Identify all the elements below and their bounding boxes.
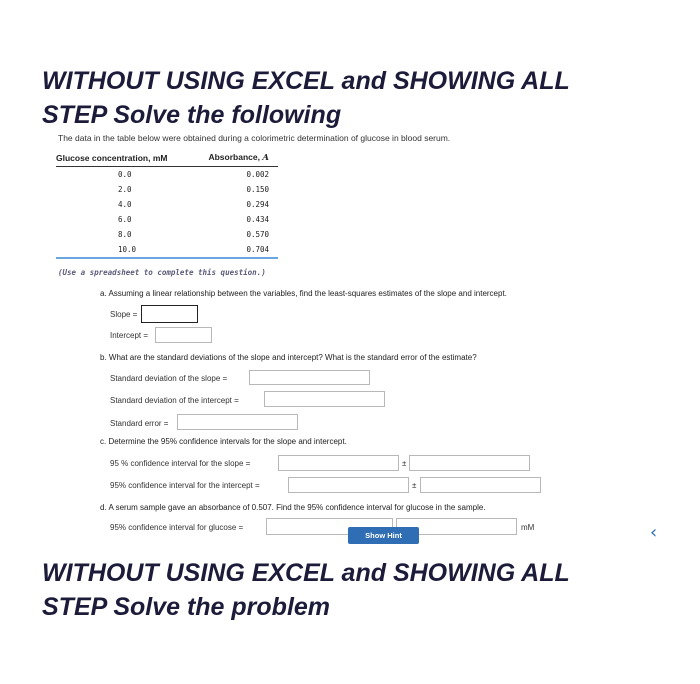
- plus-minus-intercept: ±: [412, 481, 417, 490]
- part-c-question: c. Determine the 95% confidence intervals for the slope and intercept.: [100, 437, 347, 446]
- ci-slope-halfwidth-input[interactable]: [409, 455, 530, 471]
- ci-intercept-center-input[interactable]: [288, 477, 409, 493]
- top-heading: [42, 64, 662, 132]
- sd-intercept-input[interactable]: [264, 391, 385, 407]
- ci-intercept-label: 95% confidence interval for the intercept =: [110, 481, 260, 490]
- table-row: [56, 197, 278, 212]
- top-heading-line1: WITHOUT USING EXCEL and SHOWING ALL: [42, 67, 570, 95]
- ci-intercept-halfwidth-input[interactable]: [420, 477, 541, 493]
- sd-slope-input[interactable]: [249, 370, 370, 385]
- header-absorbance: [178, 150, 278, 167]
- glucose-cell: 0.0: [118, 170, 132, 179]
- slope-input[interactable]: [141, 305, 198, 323]
- ci-slope-label: 95 % confidence interval for the slope =: [110, 459, 251, 468]
- intro-text: The data in the table below were obtained during a colorimetric determination of glucose in blood serum.: [58, 133, 451, 143]
- glucose-cell: 10.0: [56, 242, 178, 258]
- table-row: [56, 167, 278, 183]
- absorbance-cell: 0.570: [246, 230, 270, 239]
- bottom-heading-line1: WITHOUT USING EXCEL and SHOWING ALL: [42, 559, 570, 587]
- ci-glucose-label: 95% confidence interval for glucose =: [110, 523, 244, 532]
- part-d-question: d. A serum sample gave an absorbance of 0.507. Find the 95% confidence interval for glucose in the sample.: [100, 503, 486, 512]
- absorbance-cell: 0.294: [246, 200, 270, 209]
- sd-slope-label: Standard deviation of the slope =: [110, 374, 228, 383]
- ci-slope-center-input[interactable]: [278, 455, 399, 471]
- table-row: [56, 212, 278, 227]
- absorbance-cell: 0.150: [246, 185, 270, 194]
- header-absorbance-symbol: A: [262, 153, 269, 163]
- table-row: [56, 242, 278, 258]
- sd-intercept-label: Standard deviation of the intercept =: [110, 396, 239, 405]
- std-error-label: Standard error =: [110, 419, 169, 428]
- absorbance-cell: 0.704: [178, 242, 278, 258]
- std-error-input[interactable]: [177, 414, 298, 430]
- glucose-cell: 2.0: [118, 185, 132, 194]
- plus-minus-slope: ±: [402, 459, 407, 468]
- table-row: [56, 227, 278, 242]
- header-absorbance-text: Absorbance,: [208, 152, 263, 162]
- top-heading-line2: STEP Solve the following: [42, 101, 342, 129]
- glucose-cell: 6.0: [118, 215, 132, 224]
- intercept-input[interactable]: [155, 327, 212, 343]
- bottom-heading: [42, 556, 662, 624]
- glucose-cell: 8.0: [118, 230, 132, 239]
- unit-mm: mM: [521, 523, 535, 532]
- table-row: [56, 182, 278, 197]
- data-table: [56, 150, 278, 259]
- chevron-left-icon[interactable]: ‹: [650, 522, 658, 543]
- part-a-question: a. Assuming a linear relationship between the variables, find the least-squares estimates of the slope and intercept.: [100, 289, 507, 298]
- show-hint-button[interactable]: Show Hint: [348, 527, 419, 544]
- glucose-cell: 4.0: [118, 200, 132, 209]
- part-b-question: b. What are the standard deviations of the slope and intercept? What is the standard error of the estimate?: [100, 353, 477, 362]
- slope-label: Slope =: [110, 310, 138, 319]
- intercept-label: Intercept =: [110, 331, 149, 340]
- spreadsheet-note: (Use a spreadsheet to complete this question.): [58, 268, 266, 277]
- absorbance-cell: 0.434: [246, 215, 270, 224]
- bottom-heading-line2: STEP Solve the problem: [42, 593, 331, 621]
- header-glucose: Glucose concentration, mM: [56, 150, 178, 167]
- absorbance-cell: 0.002: [246, 170, 270, 179]
